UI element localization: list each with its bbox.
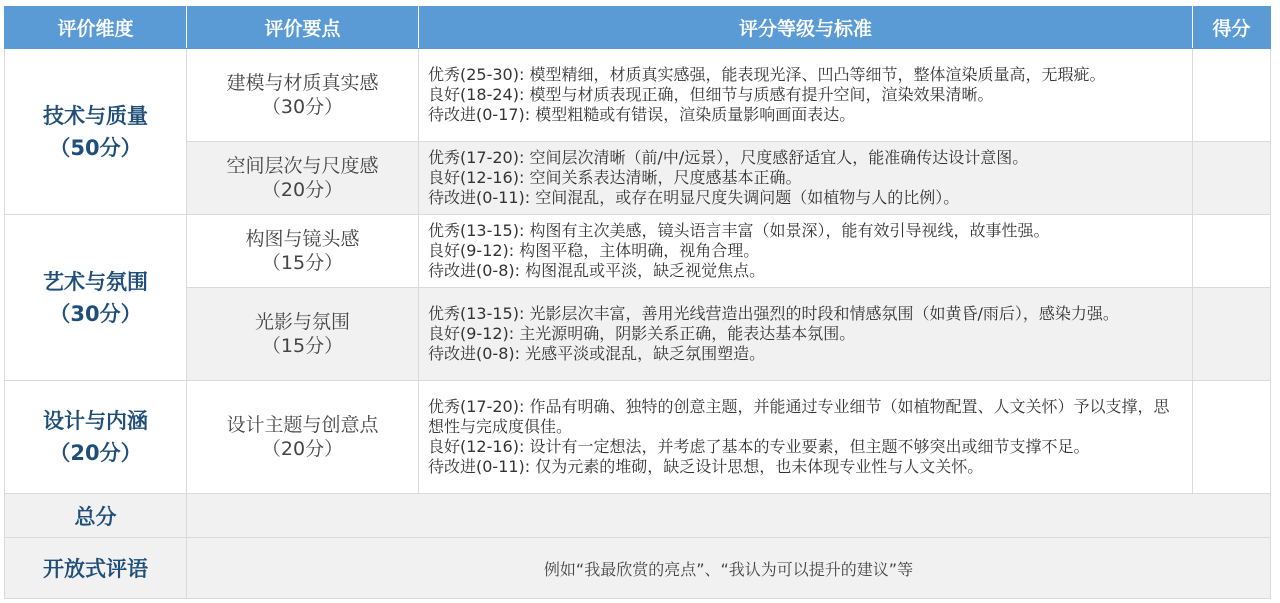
criteria-excellent: 优秀(17-20): 空间层次清晰（前/中/远景），尺度感舒适宜人，能准确传达设计意图。	[428, 148, 1029, 167]
point-cell	[187, 215, 419, 288]
header-point: 评价要点	[187, 7, 419, 49]
point-cell	[187, 142, 419, 215]
table-row	[5, 49, 1271, 142]
point-score: （20分）	[261, 179, 344, 201]
point-cell	[187, 288, 419, 381]
criteria-cell	[419, 215, 1193, 288]
point-score: （20分）	[261, 438, 344, 460]
header-dimension: 评价维度	[5, 7, 187, 49]
criteria-improve: 待改进(0-11): 仅为元素的堆砌，缺乏设计思想，也未体现专业性与人文关怀。	[428, 457, 984, 476]
point-name: 设计主题与创意点	[226, 414, 379, 436]
header-score: 得分	[1193, 7, 1271, 49]
criteria-good: 良好(12-16): 设计有一定想法，并考虑了基本的专业要素，但主题不够突出或细节支撑不足。	[428, 437, 1090, 456]
dimension-cell	[5, 49, 187, 215]
dimension-cell	[5, 215, 187, 381]
criteria-cell	[419, 381, 1193, 494]
criteria-excellent: 优秀(13-15): 光影层次丰富，善用光线营造出强烈的时段和情感氛围（如黄昏/雨后），感染力强。	[428, 304, 1119, 323]
table-row	[5, 381, 1271, 494]
criteria-improve: 待改进(0-11): 空间混乱，或存在明显尺度失调问题（如植物与人的比例）。	[428, 188, 960, 207]
point-cell	[187, 49, 419, 142]
criteria-cell	[419, 288, 1193, 381]
criteria-good: 良好(9-12): 构图平稳，主体明确，视角合理。	[428, 241, 760, 260]
rubric-table	[4, 6, 1271, 599]
point-cell	[187, 381, 419, 494]
criteria-good: 良好(9-12): 主光源明确，阴影关系正确，能表达基本氛围。	[428, 324, 856, 343]
criteria-improve: 待改进(0-17): 模型粗糙或有错误，渲染质量影响画面表达。	[428, 105, 856, 124]
point-name: 建模与材质真实感	[226, 72, 379, 94]
total-score-cell[interactable]	[187, 494, 1271, 538]
comment-text[interactable]: 例如“我最欣赏的亮点”、“我认为可以提升的建议”等	[187, 538, 1271, 599]
score-input-cell[interactable]	[1193, 142, 1271, 215]
point-name: 光影与氛围	[254, 311, 350, 333]
header-criteria: 评分等级与标准	[419, 7, 1193, 49]
criteria-cell	[419, 49, 1193, 142]
dimension-name: 技术与质量	[43, 103, 148, 128]
dimension-cell	[5, 381, 187, 494]
criteria-cell	[419, 142, 1193, 215]
point-score: （15分）	[261, 252, 344, 274]
point-name: 构图与镜头感	[245, 228, 360, 250]
score-input-cell[interactable]	[1193, 215, 1271, 288]
criteria-excellent: 优秀(17-20): 作品有明确、独特的创意主题，并能通过专业细节（如植物配置、人文关怀）予以支撑，思想性与完成度俱佳。	[428, 397, 1170, 436]
point-score: （15分）	[261, 335, 344, 357]
table-row	[5, 215, 1271, 288]
table-row	[5, 142, 1271, 215]
criteria-improve: 待改进(0-8): 构图混乱或平淡，缺乏视觉焦点。	[428, 261, 766, 280]
dimension-name: 艺术与氛围	[43, 269, 148, 294]
criteria-excellent: 优秀(13-15): 构图有主次美感，镜头语言丰富（如景深），能有效引导视线，故事性强。	[428, 221, 1050, 240]
dimension-weight: （30分）	[49, 301, 142, 326]
dimension-weight: （20分）	[49, 441, 142, 465]
rubric-table-container	[4, 6, 1270, 599]
criteria-good: 良好(12-16): 空间关系表达清晰，尺度感基本正确。	[428, 168, 802, 187]
total-label: 总分	[5, 494, 187, 538]
score-input-cell[interactable]	[1193, 49, 1271, 142]
header-row	[5, 7, 1271, 49]
criteria-excellent: 优秀(25-30): 模型精细，材质真实感强，能表现光泽、凹凸等细节，整体渲染质量高，无瑕疵。	[428, 65, 1106, 84]
score-input-cell[interactable]	[1193, 288, 1271, 381]
total-row	[5, 494, 1271, 538]
table-row	[5, 288, 1271, 381]
criteria-good: 良好(18-24): 模型与材质表现正确，但细节与质感有提升空间，渲染效果清晰。	[428, 85, 994, 104]
point-score: （30分）	[261, 96, 344, 118]
dimension-name: 设计与内涵	[43, 409, 148, 433]
point-name: 空间层次与尺度感	[226, 155, 379, 177]
dimension-weight: （50分）	[49, 135, 142, 160]
score-input-cell[interactable]	[1193, 381, 1271, 494]
criteria-improve: 待改进(0-8): 光感平淡或混乱，缺乏氛围塑造。	[428, 344, 766, 363]
comment-label: 开放式评语	[5, 538, 187, 599]
comment-row	[5, 538, 1271, 599]
